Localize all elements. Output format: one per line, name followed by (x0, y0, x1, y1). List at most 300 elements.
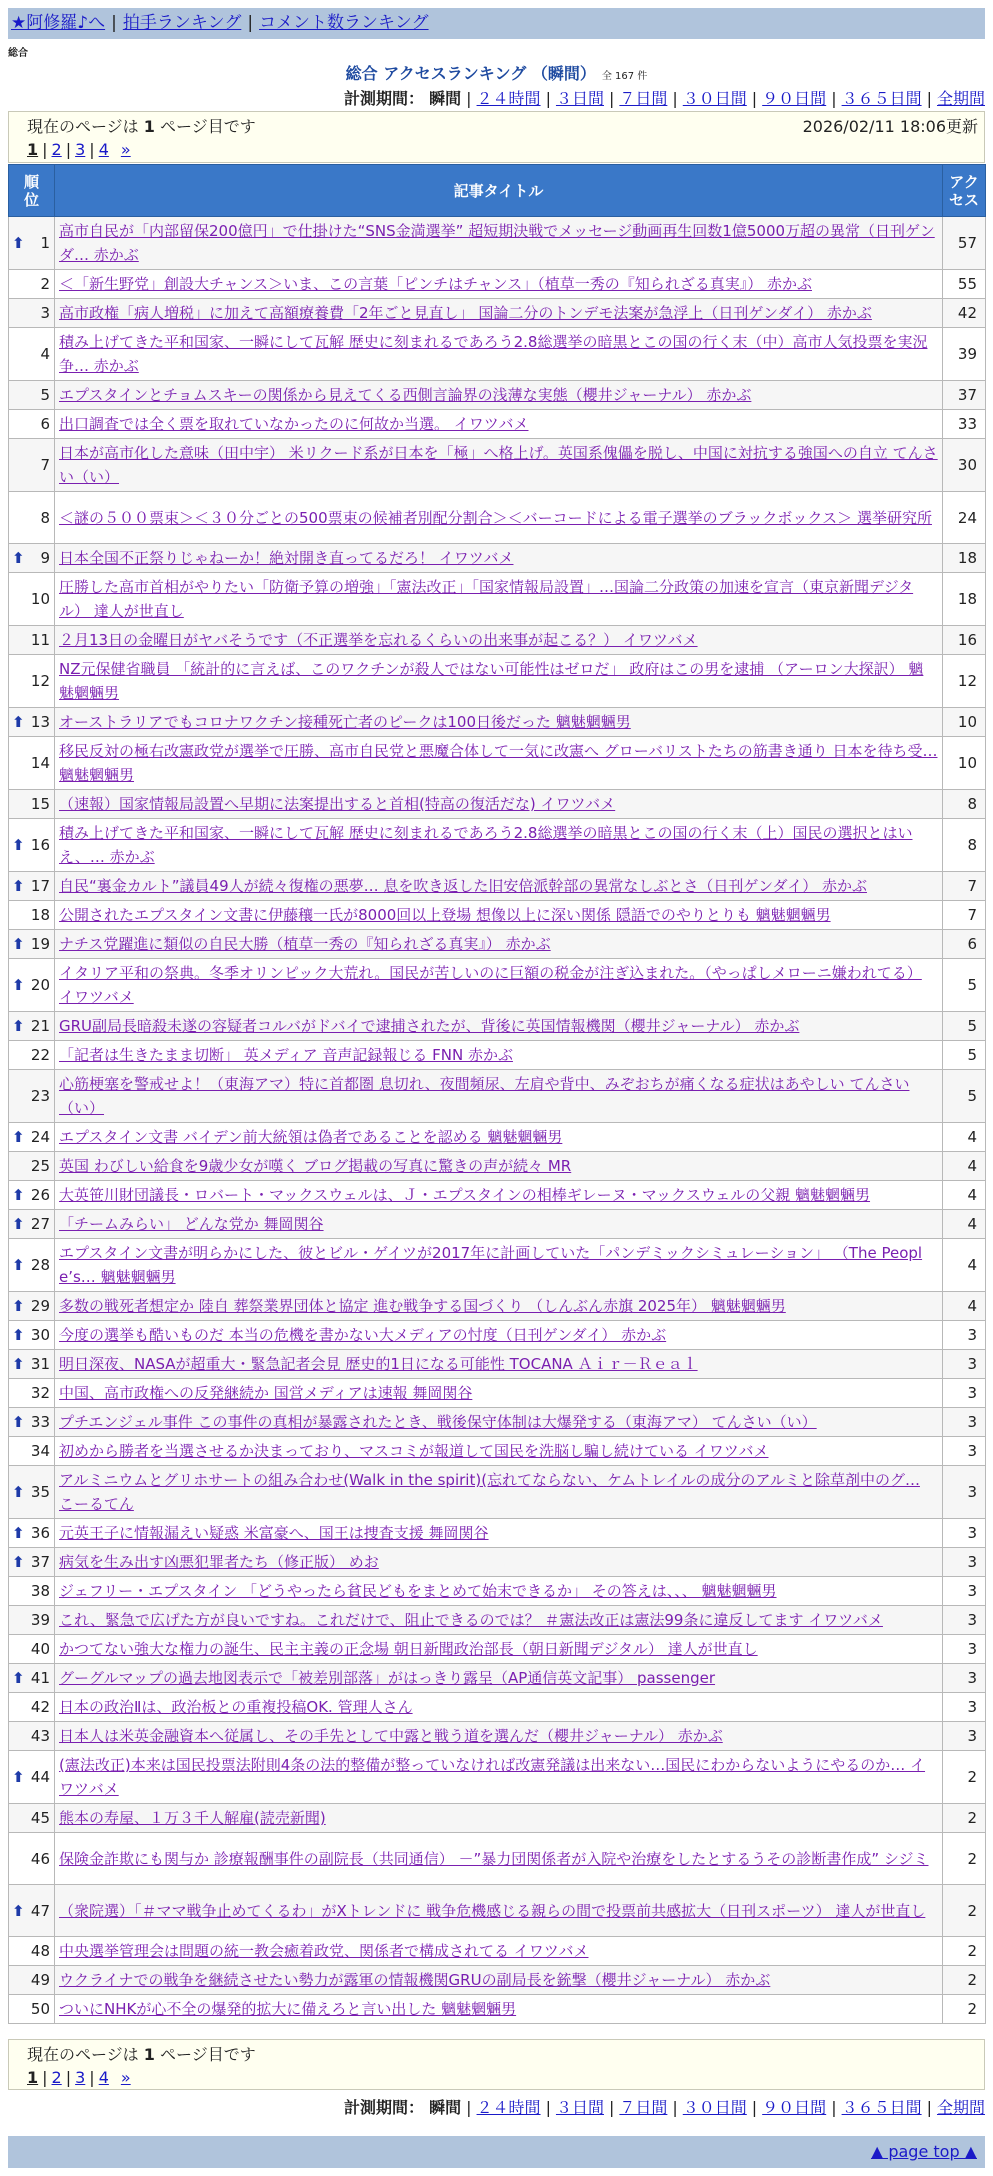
table-row (9, 901, 986, 930)
top-nav-bar (8, 8, 985, 39)
rank-cell (9, 1577, 55, 1606)
article-link[interactable]: 中央選挙管理会は問題の統一教会癒着政党、関係者で構成されてる イワツバメ (59, 1942, 589, 1960)
rank-number: 41 (30, 1669, 50, 1687)
rank-number: 13 (30, 713, 50, 731)
article-link[interactable]: GRU副局長暗殺未遂の容疑者コルバがドバイで逮捕されたが、背後に英国情報機関（櫻井ジャーナル） 赤かぶ (59, 1017, 800, 1035)
rank-number: 31 (30, 1355, 50, 1373)
table-row (9, 1379, 986, 1408)
rank-up-arrow-icon: ⬆ (12, 1483, 25, 1501)
page-link[interactable]: 2 (51, 2068, 62, 2087)
rank-number: 38 (30, 1582, 50, 1600)
access-count: 18 (943, 544, 986, 573)
page-separator: | (42, 2068, 48, 2087)
home-link[interactable]: ★阿修羅♪へ (11, 13, 106, 33)
title-cell (55, 737, 943, 790)
period-separator: | (926, 89, 932, 108)
rank-up-arrow-icon: ⬆ (12, 1901, 25, 1920)
rank-cell (9, 1548, 55, 1577)
table-row (9, 1577, 986, 1606)
rank-up-arrow-icon: ⬆ (12, 1215, 25, 1233)
rank-number: 26 (30, 1186, 50, 1204)
article-link[interactable]: （速報）国家情報局設置へ早期に法案提出すると首相(特高の復活だな) イワツバメ (59, 795, 616, 813)
rank-number: 12 (30, 672, 50, 690)
access-count: 4 (943, 1181, 986, 1210)
rank-number: 34 (30, 1442, 50, 1460)
access-count: 4 (943, 1239, 986, 1292)
rank-number: 17 (30, 877, 50, 895)
period-link[interactable]: ７日間 (619, 89, 668, 108)
access-count: 4 (943, 1152, 986, 1181)
rank-number: 7 (40, 456, 50, 474)
table-row (9, 930, 986, 959)
rank-header: 順位 (9, 165, 55, 217)
rank-cell (9, 1693, 55, 1722)
access-count: 33 (943, 410, 986, 439)
title-cell (55, 1635, 943, 1664)
rank-cell (9, 492, 55, 544)
access-count: 10 (943, 737, 986, 790)
rank-number: 11 (30, 631, 50, 649)
rank-number: 39 (30, 1611, 50, 1629)
rank-cell (9, 1123, 55, 1152)
comment-ranking-link[interactable]: コメント数ランキング (259, 13, 429, 33)
title-cell (55, 1751, 943, 1804)
page-separator: | (89, 2068, 95, 2087)
rank-number: 9 (40, 549, 50, 567)
article-link[interactable]: 「チームみらい」 どんな党か 舞岡関谷 (59, 1215, 324, 1233)
title-cell (55, 790, 943, 819)
title-cell (55, 1606, 943, 1635)
article-link[interactable]: ウクライナでの戦争を継続させたい勢力が露軍の情報機関GRUの副局長を銃撃（櫻井ジャーナル） 赤かぶ (59, 1971, 771, 1989)
table-row (9, 439, 986, 492)
title-cell (55, 544, 943, 573)
article-link[interactable]: NZ元保健省職員 「統計的に言えば、このワクチンが殺人ではない可能性はゼロだ」 政府はこの男を逮捕 （アーロン大探訳） 魑魅魍魎男 (59, 660, 924, 702)
pager-top (8, 111, 985, 163)
title-cell (55, 1966, 943, 1995)
article-link[interactable]: 圧勝した高市首相がやりたい「防衛予算の増強」「憲法改正」「国家情報局設置」…国論二分政策の加速を宣言（東京新聞デジタル） 達人が世直し (59, 578, 914, 620)
article-link[interactable]: 公開されたエプスタイン文書に伊藤穰一氏が8000回以上登場 想像以上に深い関係 隠語でのやりとりも 魑魅魍魎男 (59, 906, 831, 924)
rank-up-arrow-icon: ⬆ (12, 1669, 25, 1687)
rank-cell (9, 1321, 55, 1350)
title-cell (55, 872, 943, 901)
title-cell (55, 1693, 943, 1722)
period-link[interactable]: ９０日間 (762, 2098, 827, 2117)
period-label: 計測期間： (344, 89, 425, 108)
article-link[interactable]: ＜「新生野党」創設大チャンス＞いま、この言葉「ピンチはチャンス」（植草一秀の『知られざる真実』） 赤かぶ (59, 275, 812, 293)
access-count: 3 (943, 1664, 986, 1693)
article-link[interactable]: 出口調査では全く票を取れていなかったのに何故か当選。 イワツバメ (59, 415, 529, 433)
access-count: 3 (943, 1321, 986, 1350)
access-count: 7 (943, 901, 986, 930)
rank-cell (9, 1804, 55, 1833)
article-link[interactable]: かつてない強大な権力の誕生、民主主義の正念場 朝日新聞政治部長（朝日新聞デジタル） 達人が世直し (59, 1640, 758, 1658)
period-link[interactable]: ３６５日間 (841, 2098, 922, 2117)
rank-cell (9, 1885, 55, 1937)
page-current: 1 (27, 140, 39, 159)
rank-cell (9, 626, 55, 655)
rank-up-arrow-icon: ⬆ (12, 234, 25, 252)
table-row (9, 1664, 986, 1693)
table-row (9, 1152, 986, 1181)
article-link[interactable]: これ、緊急で広げた方が良いですね。これだけで、阻止できるのでは？ ＃憲法改正は憲法99条に違反してます イワツバメ (59, 1611, 883, 1629)
rank-cell (9, 1350, 55, 1379)
title-cell (55, 1577, 943, 1606)
rank-number: 49 (30, 1971, 50, 1989)
page-links (27, 140, 131, 159)
rank-number: 42 (30, 1698, 50, 1716)
article-link[interactable]: エプスタインとチョムスキーの関係から見えてくる西側言論界の浅薄な実態（櫻井ジャーナル） 赤かぶ (59, 386, 752, 404)
rank-cell (9, 1833, 55, 1885)
current-page-text (27, 2042, 256, 2065)
access-count: 3 (943, 1519, 986, 1548)
rank-cell (9, 655, 55, 708)
period-separator: | (545, 89, 551, 108)
table-row (9, 959, 986, 1012)
title-cell (55, 1041, 943, 1070)
page-link[interactable]: 2 (51, 140, 62, 159)
article-link[interactable]: 日本の政治Ⅱは、政治板との重複投稿OK. 管理人さん (59, 1698, 413, 1716)
article-link[interactable]: グーグルマップの過去地図表示で「被差別部落」がはっきり露呈（AP通信英文記事） passenger (59, 1669, 716, 1687)
rank-up-arrow-icon: ⬆ (12, 1256, 25, 1274)
access-count: 2 (943, 1804, 986, 1833)
updated-timestamp: 2026/02/11 18:06更新 (802, 117, 978, 136)
title-cell (55, 1885, 943, 1937)
rank-number: 33 (30, 1413, 50, 1431)
page-number-bold: 1 (143, 117, 155, 136)
next-page-link[interactable]: » (120, 2068, 131, 2087)
table-row (9, 410, 986, 439)
rank-up-arrow-icon: ⬆ (12, 976, 25, 994)
rank-number: 4 (40, 345, 50, 363)
page-separator: | (65, 140, 72, 159)
article-link[interactable]: 積み上げてきた平和国家、一瞬にして瓦解 歴史に刻まれるであろう2.8総選挙の暗黒とこの国の行く末（中）高市人気投票を実況争… 赤かぶ (59, 333, 928, 375)
period-link[interactable]: ３６５日間 (841, 89, 922, 108)
rank-cell (9, 1466, 55, 1519)
table-row (9, 1548, 986, 1577)
total-count: 全 167 件 (601, 71, 648, 82)
title-cell (55, 270, 943, 299)
period-separator: | (466, 2098, 472, 2117)
period-link[interactable]: ２４時間 (476, 2098, 541, 2117)
article-link[interactable]: アルミニウムとグリホサートの組み合わせ(Walk in the spirit)(忘れてならない、ケムトレイルの成分のアルミと除草剤中のグ… こーるてん (59, 1471, 920, 1513)
article-link[interactable]: （衆院選）「＃ママ戦争止めてくるわ」がXトレンドに 戦争危機感じる親らの間で投票前共感拡大（日刊スポーツ） 達人が世直し (59, 1901, 926, 1920)
period-separator: | (751, 2098, 758, 2117)
table-row (9, 872, 986, 901)
table-row (9, 270, 986, 299)
rank-cell (9, 1012, 55, 1041)
ranking-title: 総合 アクセスランキング （瞬間） (345, 64, 596, 83)
rank-cell (9, 217, 55, 270)
rank-cell (9, 1664, 55, 1693)
article-link[interactable]: オーストラリアでもコロナワクチン接種死亡者のピークは100日後だった 魑魅魍魎男 (59, 713, 631, 731)
table-row (9, 1181, 986, 1210)
article-link[interactable]: 日本全国不正祭りじゃねーか！絶対開き直ってるだろ！ イワツバメ (59, 549, 514, 567)
rank-cell (9, 1437, 55, 1466)
table-row (9, 299, 986, 328)
title-cell (55, 819, 943, 872)
article-link[interactable]: 今度の選挙も酷いものだ 本当の危機を書かない大メディアの忖度（日刊ゲンダイ） 赤かぶ (59, 1326, 667, 1344)
access-count: 24 (943, 492, 986, 544)
article-link[interactable]: 「記者は生きたまま切断」 英メディア 音声記録報じる FNN 赤かぶ (59, 1046, 513, 1064)
title-cell (55, 1321, 943, 1350)
access-count: 3 (943, 1606, 986, 1635)
access-count: 2 (943, 1937, 986, 1966)
period-separator: | (672, 2098, 678, 2117)
access-count: 5 (943, 959, 986, 1012)
period-separator: | (608, 2098, 615, 2117)
table-row (9, 708, 986, 737)
category-label: 総合 (8, 48, 28, 59)
title-cell (55, 381, 943, 410)
title-cell (55, 328, 943, 381)
rank-number: 25 (30, 1157, 50, 1175)
title-cell (55, 1181, 943, 1210)
rank-cell (9, 573, 55, 626)
page-text-pre: 現在のページは (27, 117, 139, 136)
rank-cell (9, 1966, 55, 1995)
rank-cell (9, 708, 55, 737)
page-text-post: ページ目です (160, 2045, 256, 2064)
access-count: 2 (943, 1966, 986, 1995)
period-link[interactable]: ３日間 (555, 89, 604, 108)
current-page-text (27, 114, 256, 137)
rank-cell (9, 1606, 55, 1635)
article-link[interactable]: 元英王子に情報漏えい疑惑 米富豪へ、国王は捜査支援 舞岡関谷 (59, 1524, 489, 1542)
page-current: 1 (27, 2068, 39, 2087)
access-header: アクセス (943, 165, 986, 217)
title-cell (55, 1123, 943, 1152)
access-count: 2 (943, 1751, 986, 1804)
period-link[interactable]: ９０日間 (762, 89, 827, 108)
nav-separator: | (111, 13, 117, 33)
table-row (9, 737, 986, 790)
title-cell (55, 492, 943, 544)
rank-cell (9, 1239, 55, 1292)
title-cell (55, 1239, 943, 1292)
rank-up-arrow-icon: ⬆ (12, 1017, 25, 1035)
rank-cell (9, 1041, 55, 1070)
title-cell (55, 1664, 943, 1693)
title-cell (55, 1012, 943, 1041)
rank-cell (9, 1152, 55, 1181)
table-row (9, 1350, 986, 1379)
access-count: 42 (943, 299, 986, 328)
title-cell (55, 901, 943, 930)
access-count: 3 (943, 1722, 986, 1751)
page-text-post: ページ目です (160, 117, 256, 136)
rank-up-arrow-icon: ⬆ (12, 1524, 25, 1542)
article-link[interactable]: 積み上げてきた平和国家、一瞬にして瓦解 歴史に刻まれるであろう2.8総選挙の暗黒とこの国の行く末（上）国民の選択とはいえ、… 赤かぶ (59, 824, 913, 866)
rank-number: 2 (40, 275, 50, 293)
article-link[interactable]: 高市自民が「内部留保200億円」で仕掛けた“SNS金満選挙” 超短期決戦でメッセージ動画再生回数1億5000万超の異常（日刊ゲンダ… 赤かぶ (59, 222, 935, 264)
period-link[interactable]: ３０日間 (682, 2098, 747, 2117)
article-link[interactable]: (憲法改正)本来は国民投票法附則4条の法的整備が整っていなければ改憲発議は出来ない…国民にわからないようにやるのか… イワツバメ (59, 1756, 926, 1798)
rank-cell (9, 1210, 55, 1239)
article-link[interactable]: エプスタイン文書が明らかにした、彼とビル・ゲイツが2017年に計画していた「パンデミックシミュレーション」 （The People’s… 魑魅魍魎男 (59, 1244, 923, 1286)
rank-up-arrow-icon: ⬆ (12, 549, 25, 567)
period-label: 計測期間： (344, 2098, 425, 2117)
article-link[interactable]: ついにNHKが心不全の爆発的拡大に備えろと言い出した 魑魅魍魎男 (59, 2000, 517, 2018)
page-title (0, 61, 993, 84)
title-cell (55, 1292, 943, 1321)
article-link[interactable]: 移民反対の極右改憲政党が選挙で圧勝、高市自民党と悪魔合体して一気に改憲へ グローバリストたちの筋書き通り 日本を待ち受… 魑魅魍魎男 (59, 742, 938, 784)
access-count: 3 (943, 1350, 986, 1379)
access-count: 18 (943, 573, 986, 626)
article-link[interactable]: 英国 わびしい給食を9歳少女が嘆く ブログ掲載の写真に驚きの声が続々 MR (59, 1157, 572, 1175)
period-current: 瞬間 (429, 2098, 462, 2117)
page-separator: | (42, 140, 48, 159)
access-count: 4 (943, 1210, 986, 1239)
article-link[interactable]: 日本が高市化した意味（田中宇） 米リクード系が日本を「極」へ格上げ。英国系傀儡を脱し、中国に対抗する強国への自立 てんさい（い） (59, 444, 938, 486)
rank-up-arrow-icon: ⬆ (12, 1186, 25, 1204)
article-link[interactable]: 大英笹川財団議長・ロバート・マックスウェルは、Ｊ・エプスタインの相棒ギレーヌ・マックスウェルの父親 魑魅魍魎男 (59, 1186, 871, 1204)
rank-cell (9, 737, 55, 790)
rank-number: 30 (30, 1326, 50, 1344)
footer-bar (8, 2136, 985, 2168)
table-row (9, 1012, 986, 1041)
rank-number: 50 (30, 2000, 50, 2018)
access-count: 2 (943, 1995, 986, 2024)
page-separator: | (65, 2068, 72, 2087)
table-row (9, 1693, 986, 1722)
page-link[interactable]: 3 (75, 140, 86, 159)
article-link[interactable]: イタリア平和の祭典。冬季オリンピック大荒れ。国民が苦しいのに巨額の税金が注ぎ込まれた。（やっぱしメローニ嫌われてる） イワツバメ (59, 964, 922, 1006)
rank-cell (9, 1408, 55, 1437)
table-row (9, 1041, 986, 1070)
rank-number: 15 (30, 795, 50, 813)
rank-cell (9, 1070, 55, 1123)
article-link[interactable]: 初めから勝者を当選させるか決まっており、マスコミが報道して国民を洗脳し騙し続けている イワツバメ (59, 1442, 769, 1460)
rank-cell (9, 901, 55, 930)
rank-number: 36 (30, 1524, 50, 1542)
table-row (9, 1722, 986, 1751)
article-link[interactable]: 中国、高市政権への反発継続か 国営メディアは速報 舞岡関谷 (59, 1384, 473, 1402)
access-count: 3 (943, 1408, 986, 1437)
table-row (9, 328, 986, 381)
rank-number: 40 (30, 1640, 50, 1658)
article-link[interactable]: 明日深夜、NASAが超重大・緊急記者会見 歴史的1日になる可能性 TOCANA Ａｉｒ－Ｒｅａｌ (59, 1355, 698, 1373)
clap-ranking-link[interactable]: 拍手ランキング (122, 13, 242, 33)
rank-up-arrow-icon: ⬆ (12, 877, 25, 895)
title-cell (55, 1379, 943, 1408)
access-count: 5 (943, 1012, 986, 1041)
rank-cell (9, 1181, 55, 1210)
article-link[interactable]: プチエンジェル事件 この事件の真相が暴露されたとき、戦後保守体制は大爆発する（東海アマ） てんさい（い） (59, 1413, 817, 1431)
page-number-bold: 1 (143, 2045, 155, 2064)
rank-number: 37 (30, 1553, 50, 1571)
rank-number: 29 (30, 1297, 50, 1315)
access-count: 2 (943, 1885, 986, 1937)
ranking-table (8, 164, 986, 2024)
period-link[interactable]: ２４時間 (476, 89, 541, 108)
title-cell (55, 1350, 943, 1379)
table-row (9, 1751, 986, 1804)
page-text-pre: 現在のページは (27, 2045, 139, 2064)
access-count: 3 (943, 1693, 986, 1722)
period-link[interactable]: ３０日間 (682, 89, 747, 108)
article-link[interactable]: 保険金詐欺にも関与か 診療報酬事件の副院長（共同通信） －”暴力団関係者が入院や治療をしたとするうその診断書作成” シジミ (59, 1849, 929, 1868)
access-count: 5 (943, 1070, 986, 1123)
period-link[interactable]: 全期間 (936, 89, 985, 108)
page-link[interactable]: 4 (98, 140, 109, 159)
article-link[interactable]: 日本人は米英金融資本へ従属し、その手先として中露と戦う道を選んだ（櫻井ジャーナル） 赤かぶ (59, 1727, 723, 1745)
rank-cell (9, 544, 55, 573)
rank-cell (9, 270, 55, 299)
table-row (9, 1292, 986, 1321)
article-link[interactable]: ジェフリー・エプスタイン 「どうやったら貧民どもをまとめて始末できるか」 その答えは、、、 魑魅魍魎男 (59, 1582, 777, 1600)
table-row (9, 819, 986, 872)
title-cell (55, 1722, 943, 1751)
rank-cell (9, 299, 55, 328)
article-link[interactable]: 多数の戦死者想定か 陸自 葬祭業界団体と協定 進む戦争する国づくり （しんぶん赤旗 2025年） 魑魅魍魎男 (59, 1297, 786, 1315)
rank-number: 20 (30, 976, 50, 994)
next-page-link[interactable]: » (120, 140, 131, 159)
period-link[interactable]: 全期間 (936, 2098, 985, 2117)
period-separator: | (831, 89, 837, 108)
article-link[interactable]: 病気を生み出す凶悪犯罪者たち（修正版） めお (59, 1553, 379, 1571)
page-link[interactable]: 4 (98, 2068, 109, 2087)
rank-number: 46 (30, 1849, 50, 1868)
rank-number: 32 (30, 1384, 50, 1402)
title-cell (55, 626, 943, 655)
rank-cell (9, 790, 55, 819)
rank-number: 5 (40, 386, 50, 404)
period-link[interactable]: ３日間 (555, 2098, 604, 2117)
rank-cell (9, 819, 55, 872)
rank-up-arrow-icon: ⬆ (12, 1297, 25, 1315)
title-cell (55, 1519, 943, 1548)
rank-number: 1 (40, 234, 50, 252)
rank-number: 16 (30, 836, 50, 854)
table-row (9, 1070, 986, 1123)
rank-number: 22 (30, 1046, 50, 1064)
access-count: 5 (943, 1041, 986, 1070)
article-link[interactable]: ナチス党躍進に類似の自民大勝（植草一秀の『知られざる真実』） 赤かぶ (59, 935, 551, 953)
rank-number: 21 (30, 1017, 50, 1035)
rank-cell (9, 1379, 55, 1408)
article-link[interactable]: 熊本の寿屋、１万３千人解雇(読売新聞) (59, 1809, 326, 1827)
period-separator: | (466, 89, 472, 108)
title-cell (55, 1937, 943, 1966)
access-count: 30 (943, 439, 986, 492)
rank-number: 14 (30, 754, 50, 772)
rank-up-arrow-icon: ⬆ (12, 935, 25, 953)
article-link[interactable]: ＜謎の５００票束＞＜３０分ごとの500票束の候補者別配分割合＞＜バーコードによる電子選挙のブラックボックス＞ 選挙研究所 (59, 508, 932, 527)
article-link[interactable]: ２月13日の金曜日がヤバそうです（不正選挙を忘れるくらいの出来事が起こる？） イワツバメ (59, 631, 698, 649)
title-cell (55, 410, 943, 439)
page-top-link[interactable]: ▲ page top ▲ (870, 2142, 977, 2161)
article-link[interactable]: 高市政権「病人増税」に加えて高額療養費「2年ごと見直し」 国論二分のトンデモ法案が急浮上（日刊ゲンダイ） 赤かぶ (59, 304, 872, 322)
article-link[interactable]: 自民“裏金カルト”議員49人が続々復権の悪夢… 息を吹き返した旧安倍派幹部の異常なしぶとさ（日刊ゲンダイ） 赤かぶ (59, 877, 867, 895)
table-row (9, 1408, 986, 1437)
access-count: 3 (943, 1379, 986, 1408)
page-link[interactable]: 3 (75, 2068, 86, 2087)
title-cell (55, 655, 943, 708)
table-row (9, 1804, 986, 1833)
access-count: 3 (943, 1437, 986, 1466)
rank-up-arrow-icon: ⬆ (12, 1128, 25, 1146)
title-cell (55, 217, 943, 270)
table-row (9, 1606, 986, 1635)
table-row (9, 1635, 986, 1664)
article-link[interactable]: 心筋梗塞を警戒せよ！（東海アマ）特に首都圏 息切れ、夜間頻尿、左肩や背中、みぞおちが痛くなる症状はあやしい てんさい（い） (59, 1075, 910, 1117)
table-row (9, 790, 986, 819)
access-count: 37 (943, 381, 986, 410)
period-link[interactable]: ７日間 (619, 2098, 668, 2117)
pager-bottom (8, 2039, 985, 2090)
title-cell (55, 1152, 943, 1181)
article-link[interactable]: エプスタイン文書 バイデン前大統領は偽者であることを認める 魑魅魍魎男 (59, 1128, 563, 1146)
